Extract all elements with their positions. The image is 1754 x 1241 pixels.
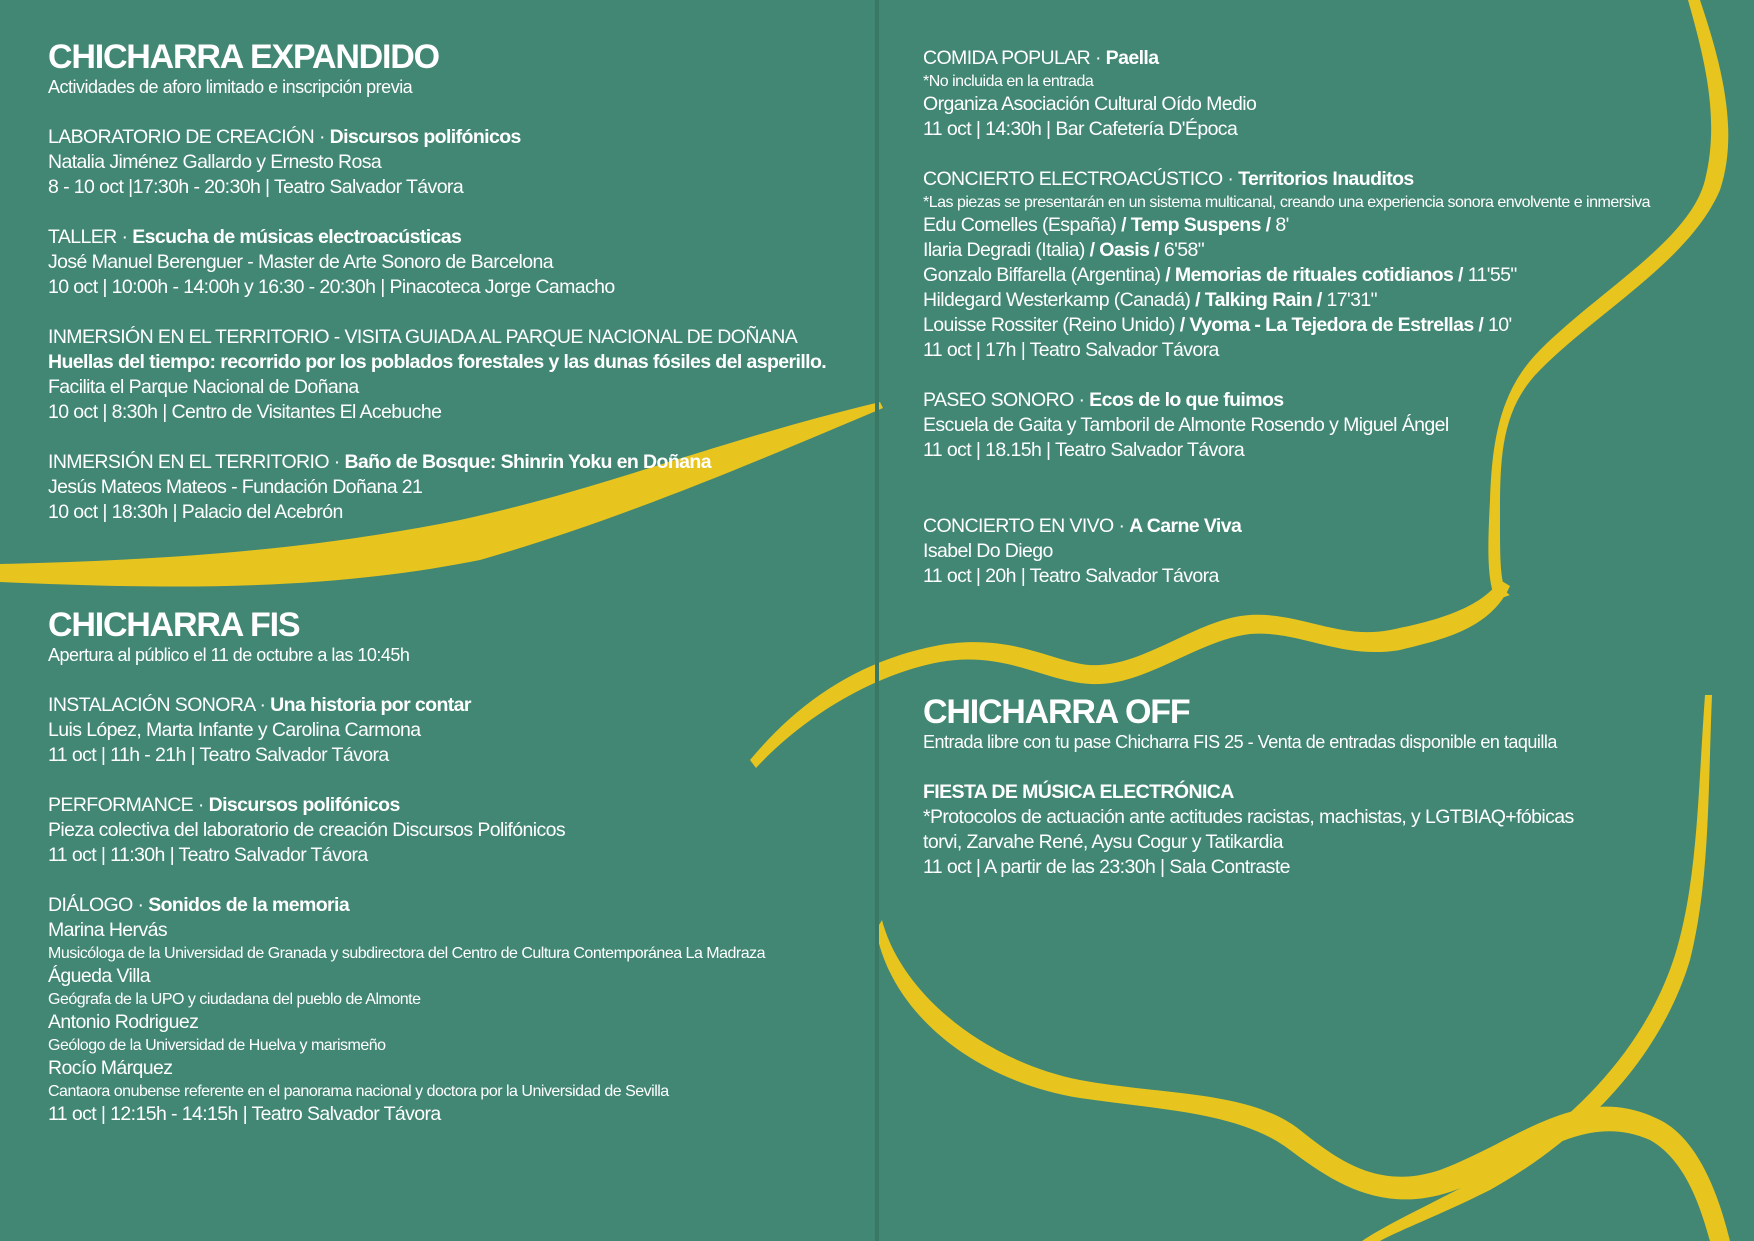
event-date: 11 oct | 18.15h | Teatro Salvador Távora <box>923 439 1245 461</box>
piece-work: / Talking Rain / <box>1195 289 1322 311</box>
event-heading: INMERSIÓN EN EL TERRITORIO - VISITA GUIADA AL PARQUE NACIONAL DE DOÑANA <box>48 326 798 348</box>
piece-artist: Hildegard Westerkamp (Canadá) <box>923 289 1191 311</box>
event-title: Escucha de músicas electroacústicas <box>132 226 462 248</box>
piece-row <box>923 313 1723 338</box>
piece-artist: Ilaria Degradi (Italia) <box>923 239 1085 261</box>
fis-continued-section <box>923 46 1723 614</box>
off-title: CHICHARRA OFF <box>923 693 1190 731</box>
off-section <box>923 693 1723 905</box>
event-paseo-sonoro: PASEO SONORO · Ecos de lo que fuimos Escuela de Gaita y Tamboril de Almonte Rosendo y Miguel Ángel 11 oct | 18.15h | Teatro Salvador Távora <box>923 388 1723 463</box>
event-people: Organiza Asociación Cultural Oído Medio <box>923 93 1257 115</box>
event-title: Huellas del tiempo: recorrido por los poblados forestales y las dunas fósiles del asperillo. <box>48 351 827 373</box>
speaker-desc: Cantaora onubense referente en el panorama nacional y doctora por la Universidad de Sevilla <box>48 1083 669 1100</box>
event-category: CONCIERTO ELECTROACÚSTICO <box>923 168 1223 190</box>
event-category: TALLER <box>48 226 117 248</box>
piece-duration: 11'55" <box>1462 264 1517 286</box>
event-bano-bosque: INMERSIÓN EN EL TERRITORIO · Baño de Bosque: Shinrin Yoku en Doñana Jesús Mateos Mateos - Fundación Doñana 21 10 oct | 18:30h | Palacio del Acebrón <box>48 450 868 525</box>
event-date: 11 oct | 11:30h | Teatro Salvador Távora <box>48 844 368 866</box>
piece-work: / Oasis / <box>1089 239 1160 261</box>
event-concierto-electroacustico: CONCIERTO ELECTROACÚSTICO · Territorios Inauditos *Las piezas se presentarán en un sistema multicanal, creando una experiencia sonora envolvente e inmersiva Edu Comelles (España) / Temp Suspens / 8' Ilaria Degradi (Italia) / Oasis / 6'58" Gonzalo Biffarella (Argentina) / Memorias de rituales cotidianos / 11'55" Hildegard Westerkamp (Canadá) / Talking Rain / 17'31" Louisse Rossiter (Reino Unido) / Vyoma - La Tejedora de Estrellas / 10' 11 oct | 17h | Teatro Salvador Távora <box>923 167 1723 363</box>
off-subtitle: Entrada libre con tu pase Chicharra FIS 25 - Venta de entradas disponible en taquilla <box>923 732 1557 752</box>
event-people: torvi, Zarvahe René, Aysu Cogur y Tatikardia <box>923 831 1283 853</box>
event-note: *Protocolos de actuación ante actitudes racistas, machistas, y LGTBIAQ+fóbicas <box>923 806 1574 828</box>
piece-row <box>923 263 1723 288</box>
event-date: 10 oct | 18:30h | Palacio del Acebrón <box>48 501 343 523</box>
fis-title: CHICHARRA FIS <box>48 606 300 644</box>
event-category: PASEO SONORO <box>923 389 1074 411</box>
event-category: COMIDA POPULAR <box>923 47 1091 69</box>
event-fiesta <box>923 780 1723 880</box>
event-date: 8 - 10 oct |17:30h - 20:30h | Teatro Salvador Távora <box>48 176 464 198</box>
event-people: Jesús Mateos Mateos - Fundación Doñana 21 <box>48 476 423 498</box>
event-laboratorio: LABORATORIO DE CREACIÓN · Discursos polifónicos Natalia Jiménez Gallardo y Ernesto Rosa 8 - 10 oct |17:30h - 20:30h | Teatro Salvador Távora <box>48 125 868 200</box>
event-date: 10 oct | 8:30h | Centro de Visitantes El Acebuche <box>48 401 442 423</box>
event-people: José Manuel Berenguer - Master de Arte Sonoro de Barcelona <box>48 251 554 273</box>
piece-duration: 8' <box>1270 214 1289 236</box>
event-date: 11 oct | A partir de las 23:30h | Sala Contraste <box>923 856 1290 878</box>
event-people: Luis López, Marta Infante y Carolina Carmona <box>48 719 421 741</box>
speaker-name: Antonio Rodriguez <box>48 1011 199 1033</box>
event-comida: COMIDA POPULAR · Paella *No incluida en la entrada Organiza Asociación Cultural Oído Medio 11 oct | 14:30h | Bar Cafetería D'Época <box>923 46 1723 142</box>
speaker-name: Rocío Márquez <box>48 1057 173 1079</box>
expandido-title: CHICHARRA EXPANDIDO <box>48 38 439 76</box>
speaker-name: Águeda Villa <box>48 965 150 987</box>
piece-duration: 6'58" <box>1159 239 1205 261</box>
piece-work: / Vyoma - La Tejedora de Estrellas / <box>1179 314 1484 336</box>
expandido-subtitle: Actividades de aforo limitado e inscripción previa <box>48 77 413 97</box>
event-title: Ecos de lo que fuimos <box>1089 389 1284 411</box>
event-people: Isabel Do Diego <box>923 540 1053 562</box>
piece-work: / Temp Suspens / <box>1121 214 1271 236</box>
speaker-desc: Musicóloga de la Universidad de Granada y subdirectora del Centro de Cultura Contemporánea La Madraza <box>48 945 766 962</box>
event-concierto-vivo: CONCIERTO EN VIVO · A Carne Viva Isabel Do Diego 11 oct | 20h | Teatro Salvador Távora <box>923 514 1723 589</box>
piece-row <box>923 238 1723 263</box>
event-note: *Las piezas se presentarán en un sistema multicanal, creando una experiencia sonora envolvente e inmersiva <box>923 194 1651 211</box>
event-date: 10 oct | 10:00h - 14:00h y 16:30 - 20:30h | Pinacoteca Jorge Camacho <box>48 276 615 298</box>
event-category: DIÁLOGO <box>48 894 133 916</box>
event-instalacion: INSTALACIÓN SONORA · Una historia por contar Luis López, Marta Infante y Carolina Carmona 11 oct | 11h - 21h | Teatro Salvador Távora <box>48 693 868 768</box>
event-category: CONCIERTO EN VIVO <box>923 515 1119 537</box>
speaker-desc: Geólogo de la Universidad de Huelva y marismeño <box>48 1037 386 1054</box>
event-title: A Carne Viva <box>1129 515 1242 537</box>
event-title: Sonidos de la memoria <box>148 894 350 916</box>
event-visita-guiada <box>48 325 868 425</box>
piece-artist: Louisse Rossiter (Reino Unido) <box>923 314 1175 336</box>
event-category: INSTALACIÓN SONORA <box>48 694 255 716</box>
event-people: Escuela de Gaita y Tamboril de Almonte Rosendo y Miguel Ángel <box>923 414 1449 436</box>
fis-subtitle: Apertura al público el 11 de octubre a las 10:45h <box>48 645 410 665</box>
event-category: INMERSIÓN EN EL TERRITORIO <box>48 451 329 473</box>
event-date: 11 oct | 12:15h - 14:15h | Teatro Salvador Távora <box>48 1103 441 1125</box>
event-date: 11 oct | 20h | Teatro Salvador Távora <box>923 565 1219 587</box>
event-category: LABORATORIO DE CREACIÓN <box>48 126 315 148</box>
event-note: *No incluida en la entrada <box>923 73 1094 90</box>
event-people: Pieza colectiva del laboratorio de creación Discursos Polifónicos <box>48 819 566 841</box>
fis-section <box>48 606 868 1152</box>
event-title: Paella <box>1105 47 1159 69</box>
piece-row <box>923 213 1723 238</box>
event-people: Facilita el Parque Nacional de Doñana <box>48 376 359 398</box>
piece-duration: 10' <box>1483 314 1512 336</box>
piece-row <box>923 288 1723 313</box>
event-title: Territorios Inauditos <box>1238 168 1414 190</box>
event-date: 11 oct | 14:30h | Bar Cafetería D'Época <box>923 118 1238 140</box>
page-fold <box>875 0 879 1241</box>
event-date: 11 oct | 17h | Teatro Salvador Távora <box>923 339 1219 361</box>
event-performance: PERFORMANCE · Discursos polifónicos Pieza colectiva del laboratorio de creación Discursos Polifónicos 11 oct | 11:30h | Teatro Salvador Távora <box>48 793 868 868</box>
piece-artist: Gonzalo Biffarella (Argentina) <box>923 264 1161 286</box>
event-title: Baño de Bosque: Shinrin Yoku en Doñana <box>344 451 711 473</box>
event-taller: TALLER · Escucha de músicas electroacústicas José Manuel Berenguer - Master de Arte Sonoro de Barcelona 10 oct | 10:00h - 14:00h y 16:30 - 20:30h | Pinacoteca Jorge Camacho <box>48 225 868 300</box>
piece-artist: Edu Comelles (España) <box>923 214 1117 236</box>
event-title: Una historia por contar <box>270 694 471 716</box>
piece-work: / Memorias de rituales cotidianos / <box>1165 264 1463 286</box>
piece-duration: 17'31" <box>1321 289 1377 311</box>
event-dialogo: DIÁLOGO · Sonidos de la memoria Marina Hervás Musicóloga de la Universidad de Granada y subdirectora del Centro de Cultura Contemporánea La Madraza Águeda Villa Geógrafa de la UPO y ciudadana del pueblo de Almonte Antonio Rodriguez Geólogo de la Universidad de Huelva y marismeño Rocío Márquez Cantaora onubense referente en el panorama nacional y doctora por la Universidad de Sevilla 11 oct | 12:15h - 14:15h | Teatro Salvador Távora <box>48 893 868 1127</box>
event-title: FIESTA DE MÚSICA ELECTRÓNICA <box>923 781 1234 803</box>
event-date: 11 oct | 11h - 21h | Teatro Salvador Távora <box>48 744 389 766</box>
event-category: PERFORMANCE <box>48 794 194 816</box>
event-people: Natalia Jiménez Gallardo y Ernesto Rosa <box>48 151 382 173</box>
speaker-name: Marina Hervás <box>48 919 167 941</box>
speaker-desc: Geógrafa de la UPO y ciudadana del pueblo de Almonte <box>48 991 421 1008</box>
event-title: Discursos polifónicos <box>208 794 400 816</box>
expandido-section <box>48 38 868 550</box>
event-title: Discursos polifónicos <box>329 126 521 148</box>
